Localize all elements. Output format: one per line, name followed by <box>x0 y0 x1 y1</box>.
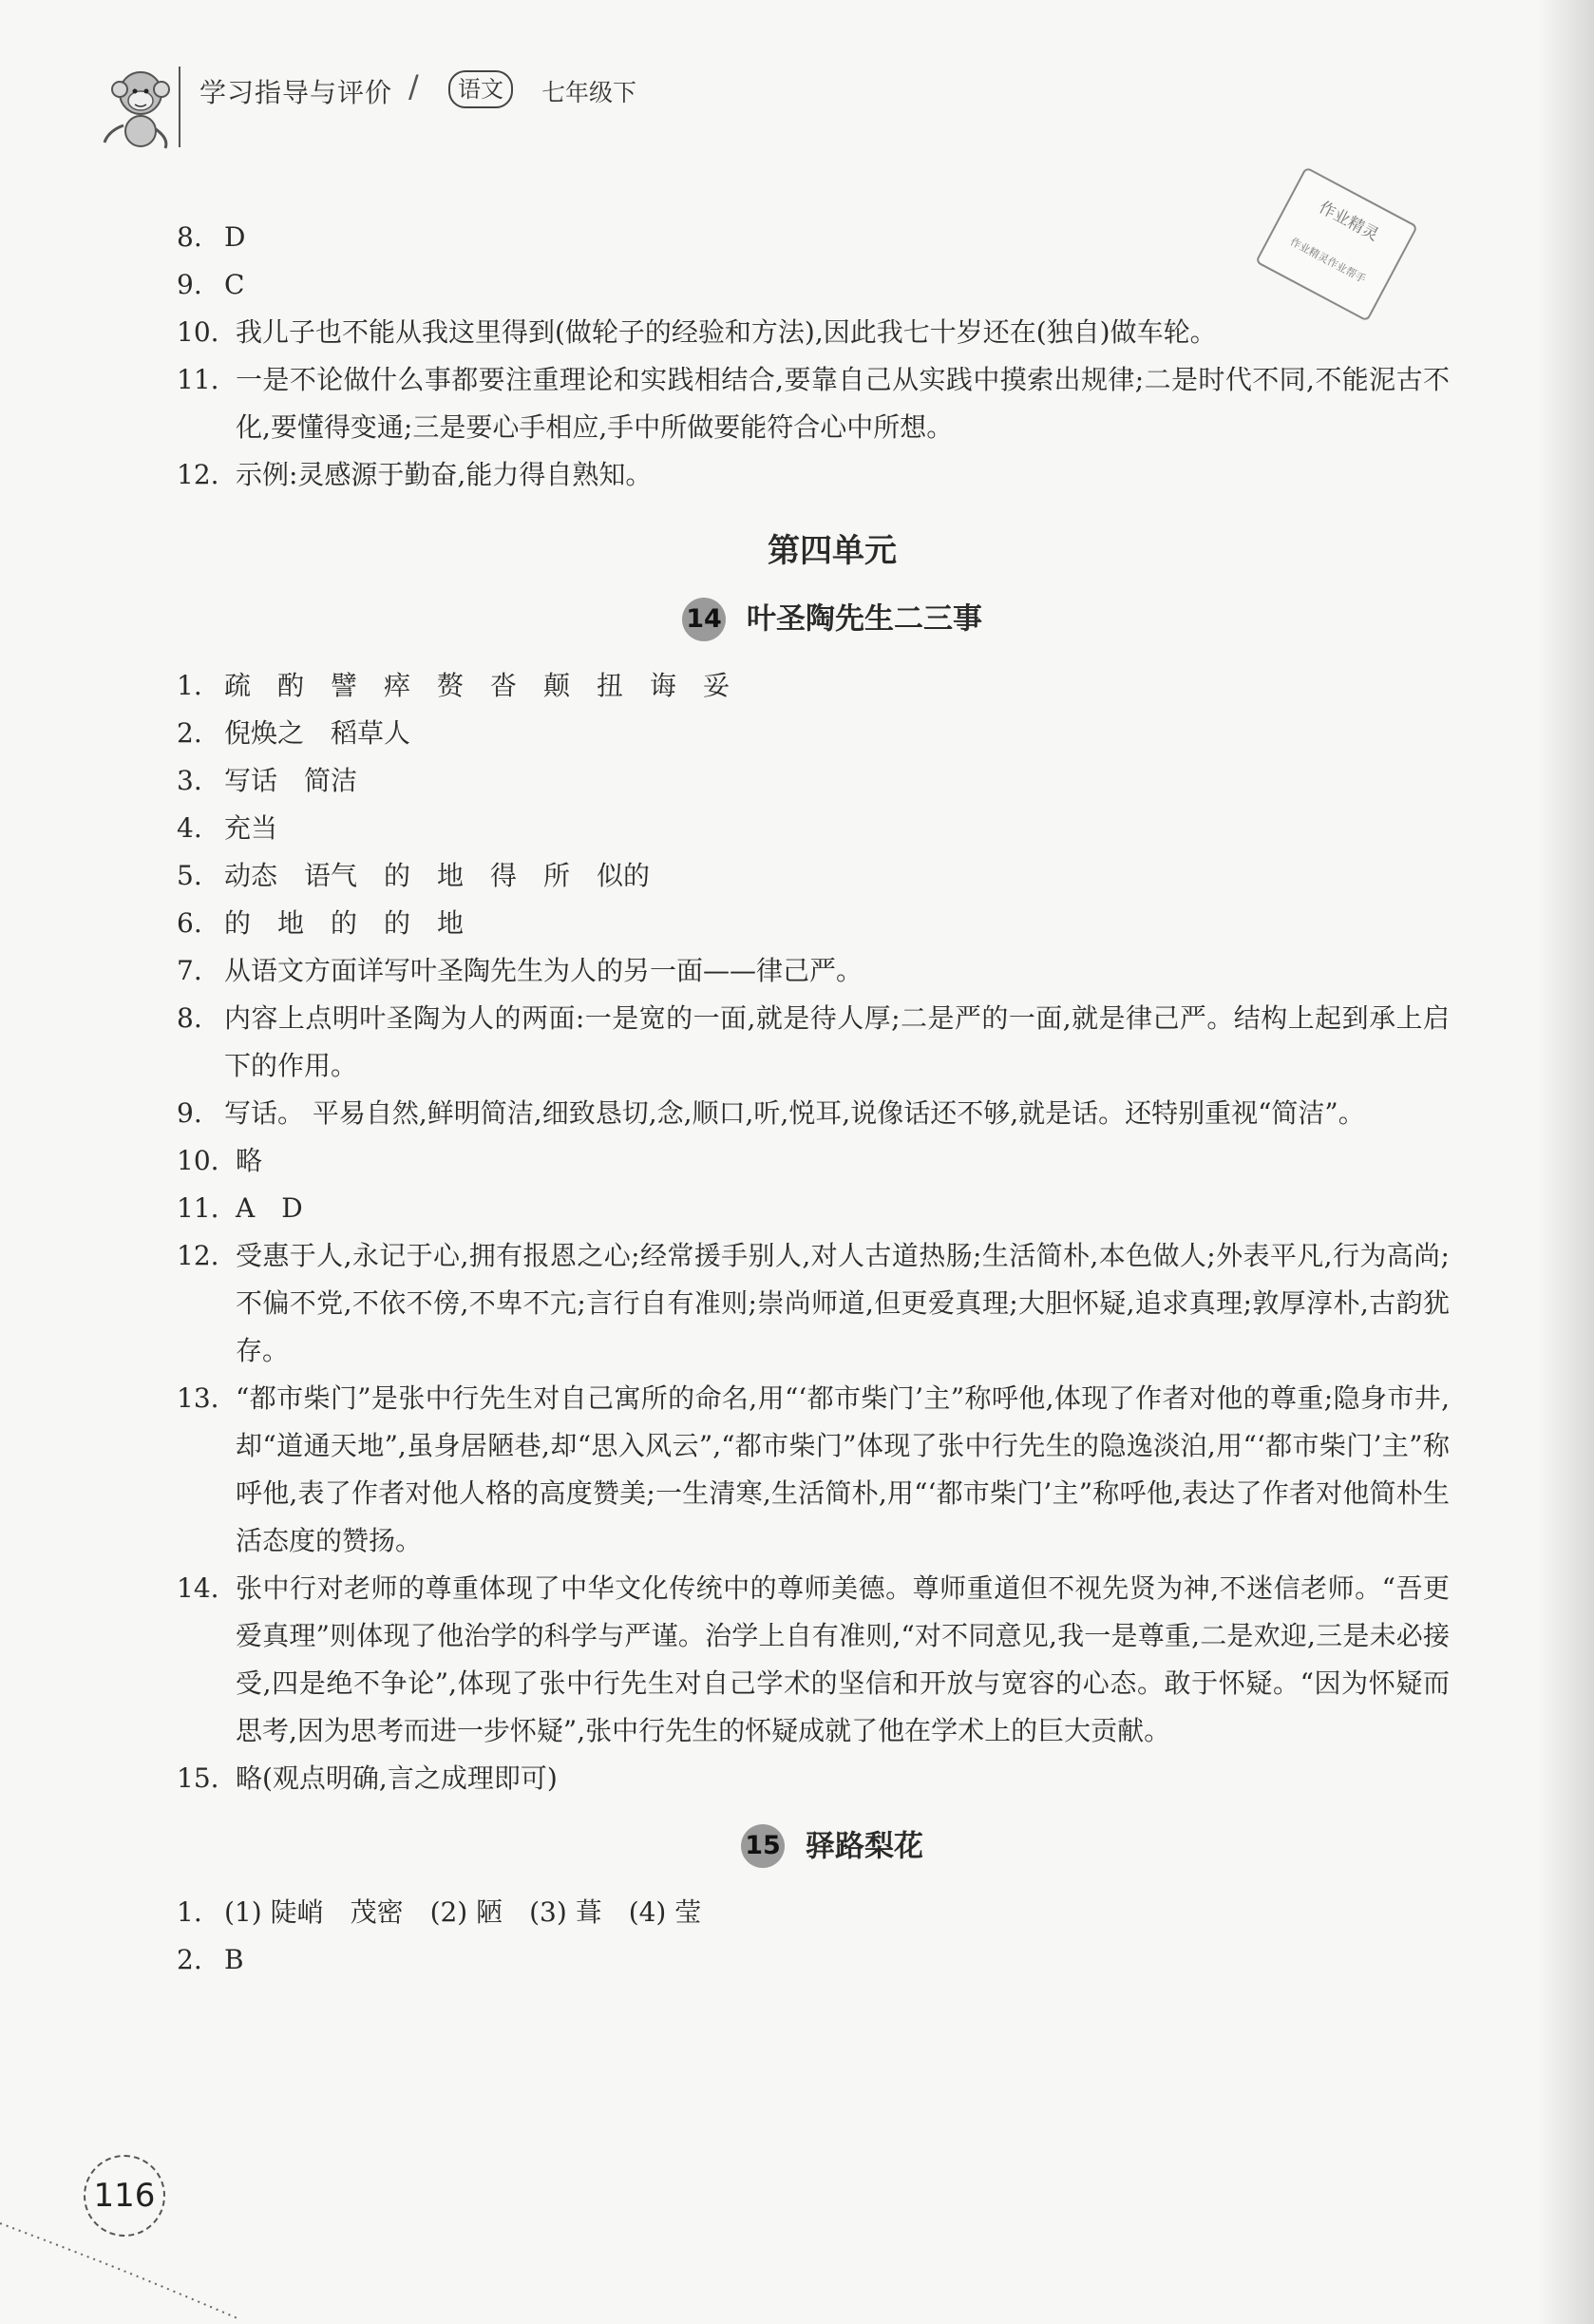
lesson-title: 叶圣陶先生二三事 <box>747 601 982 637</box>
list-item: 9. 写话。 平易自然,鲜明简洁,细致恳切,念,顺口,听,悦耳,说像话还不够,就是话。还特别重视“简洁”。 <box>177 1096 1365 1129</box>
lesson-number-badge: 15 <box>741 1824 785 1868</box>
list-item: 8. D <box>177 221 246 253</box>
page-number: 116 <box>84 2155 165 2237</box>
list-item: 12. 受惠于人,永记于心,拥有报恩之心;经常援手别人,对人古道热肠;生活简朴,本色做人;外表平凡,行为高尚;不偏不党,不依不傍,不卑不亢;言行自有准则;崇尚师道,但更爱真理;大胆怀疑,追求真理;敦厚淳朴,古韵犹存。 <box>177 1239 1450 1366</box>
header-slash: / <box>408 68 419 105</box>
list-item: 11. A D <box>177 1191 303 1224</box>
list-item: 13. “都市柴门”是张中行先生对自己寓所的命名,用“‘都市柴门’主”称呼他,体现了作者对他的尊重;隐身市井,却“道通天地”,虽身居陋巷,却“思入风云”,“都市柴门”体现了张中行先生的隐逸淡泊,用“‘都市柴门’主”称呼他,表了作者对他人格的高度赞美;一生清寒,生活简朴,用“‘都市柴门’主”称呼他,表达了作者对他简朴生活态度的赞扬。 <box>177 1381 1450 1556</box>
subject-badge: 语文 <box>448 70 513 108</box>
lesson-15-heading <box>177 1821 1450 1871</box>
page-edge-shadow <box>1537 0 1594 2324</box>
stamp-subtext: 作业精灵作业帮手 <box>1287 235 1368 286</box>
list-item: 9. C <box>177 269 245 300</box>
list-item: 7. 从语文方面详写叶圣陶先生为人的另一面——律己严。 <box>177 954 863 986</box>
list-item: 10. 我儿子也不能从我这里得到(做轮子的经验和方法),因此我七十岁还在(独自)做车轮。 <box>177 316 1217 348</box>
header-divider <box>179 67 180 147</box>
list-item: 15. 略(观点明确,言之成理即可) <box>177 1762 558 1794</box>
answer-content <box>177 214 1450 1984</box>
list-item: 2. 倪焕之 稻草人 <box>177 716 411 749</box>
page-header <box>95 57 760 162</box>
list-item: 3. 写话 简洁 <box>177 764 358 796</box>
list-item: 14. 张中行对老师的尊重体现了中华文化传统中的尊师美德。尊师重道但不视先贤为神,不迷信老师。“吾更爱真理”则体现了他治学的科学与严谨。治学上自有准则,“对不同意见,我一是尊重,二是欢迎,三是未必接受,四是绝不争论”,体现了张中行先生对自己学术的坚信和开放与宽容的心态。敢于怀疑。“因为怀疑而思考,因为思考而进一步怀疑”,张中行先生的怀疑成就了他在学术上的巨大贡献。 <box>177 1572 1450 1746</box>
list-item: 12. 示例:灵感源于勤奋,能力得自熟知。 <box>177 459 653 490</box>
list-item: 5. 动态 语气 的 地 得 所 似的 <box>177 859 651 891</box>
list-item: 1. 疏 酌 譬 瘁 赘 沓 颠 扭 诲 妥 <box>177 669 731 701</box>
list-item: 11. 一是不论做什么事都要注重理论和实践相结合,要靠自己从实践中摸索出规律;二是时代不同,不能泥古不化,要懂得变通;三是要心手相应,手中所做要能符合心中所想。 <box>177 364 1450 443</box>
grade-label: 七年级下 <box>541 79 637 106</box>
decorative-dotted-curve <box>0 2214 247 2324</box>
stamp-text: 作业精灵 <box>1315 198 1382 245</box>
list-item: 10. 略 <box>177 1144 263 1176</box>
list-item: 6. 的 地 的 的 地 <box>177 906 465 939</box>
lesson-title: 驿路梨花 <box>806 1829 923 1863</box>
book-title: 学习指导与评价 <box>199 77 393 108</box>
list-item: 2. B <box>177 1944 244 1975</box>
lesson-14-heading <box>177 594 1450 643</box>
lesson-number-badge: 14 <box>682 598 726 641</box>
monkey-mascot-icon <box>95 57 180 152</box>
unit-title: 第四单元 <box>768 532 897 570</box>
list-item: 1. (1) 陡峭 茂密 (2) 陋 (3) 葺 (4) 莹 <box>177 1896 702 1928</box>
list-item: 4. 充当 <box>177 811 278 844</box>
list-item: 8. 内容上点明叶圣陶为人的两面:一是宽的一面,就是待人厚;二是严的一面,就是律己严。结构上起到承上启下的作用。 <box>177 1001 1450 1081</box>
